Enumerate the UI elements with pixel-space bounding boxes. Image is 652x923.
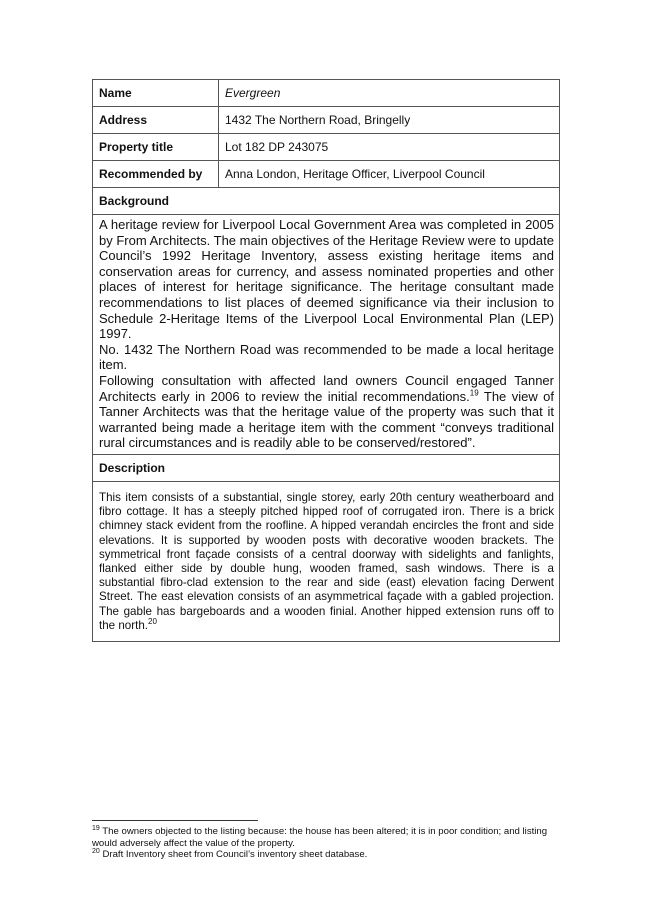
footnote-ref-20[interactable]: 20 xyxy=(148,616,157,626)
recommended-by-row xyxy=(93,161,560,188)
background-body xyxy=(93,215,560,455)
background-body-row xyxy=(93,215,560,455)
footnotes xyxy=(92,826,562,861)
property-title-value: Lot 182 DP 243075 xyxy=(219,134,560,161)
footnote-19-number: 19 xyxy=(92,824,100,832)
description-heading-row xyxy=(93,454,560,481)
footnote-ref-19[interactable]: 19 xyxy=(469,388,479,398)
address-row xyxy=(93,107,560,134)
property-title-label: Property title xyxy=(93,134,219,161)
description-body-row xyxy=(93,481,560,641)
description-body xyxy=(93,481,560,641)
description-text: This item consists of a substantial, single storey, early 20th century weatherboard and fibro cottage. It has a steeply pitched hipped roof of corrugated iron. There is a brick chimney stack evident from the roofline. A hipped verandah encircles the front and side elevations. It is supported by wooden posts with decorative wooden brackets. The symmetrical front façade consists of a central doorway with sidelights and fanlights, flanked either side by double hung, wooden framed, sash windows. There is a substantial fibro-clad extension to the rear and side (east) elevation facing Derwent Street. The east elevation consists of an asymmetrical façade with a gabled projection. The gable has bargeboards and a wooden finial. Another hipped extension runs off to the north. xyxy=(99,490,554,632)
footnote-19 xyxy=(92,826,562,849)
property-title-row xyxy=(93,134,560,161)
recommended-by-value: Anna London, Heritage Officer, Liverpool Council xyxy=(219,161,560,188)
background-paragraph-2: No. 1432 The Northern Road was recommended to be made a local heritage item. xyxy=(99,341,554,373)
address-value: 1432 The Northern Road, Bringelly xyxy=(219,107,560,134)
footnote-20-text: Draft Inventory sheet from Council’s inventory sheet database. xyxy=(99,849,368,861)
background-heading: Background xyxy=(93,188,560,215)
name-row xyxy=(93,80,560,107)
address-label: Address xyxy=(93,107,219,134)
heritage-item-table xyxy=(92,79,560,642)
name-label: Name xyxy=(93,80,219,107)
background-paragraph-3 xyxy=(99,373,554,451)
background-paragraph-3-text-b: The view of Tanner Architects was that the heritage value of the property was such that it warranted being made a heritage item with the comment “conveys traditional rural circumstances and is readily able to be conserved/restored”. xyxy=(99,388,554,451)
description-heading: Description xyxy=(93,454,560,481)
background-paragraph-1: A heritage review for Liverpool Local Government Area was completed in 2005 by From Architects. The main objectives of the Heritage Review were to update Council’s 1992 Heritage Inventory, assess existing heritage items and conservation areas for currency, and assess nominated properties and other places of interest for heritage significance. The heritage consultant made recommendations to list places of deemed significance via their inclusion to Schedule 2-Heritage Items of the Liverpool Local Environmental Plan (LEP) 1997. xyxy=(99,217,554,342)
footnote-19-text: The owners objected to the listing because: the house has been altered; it is in poor condition; and listing would adversely affect the value of the property. xyxy=(92,826,548,849)
footnote-20 xyxy=(92,849,562,861)
recommended-by-label: Recommended by xyxy=(93,161,219,188)
background-heading-row xyxy=(93,188,560,215)
name-value: Evergreen xyxy=(219,80,560,107)
footnote-20-number: 20 xyxy=(92,848,100,855)
footnote-separator xyxy=(92,820,258,821)
background-paragraph-3-text-a: Following consultation with affected land owners Council engaged Tanner Architects early in 2006 to review the initial recommendations. xyxy=(99,372,554,404)
